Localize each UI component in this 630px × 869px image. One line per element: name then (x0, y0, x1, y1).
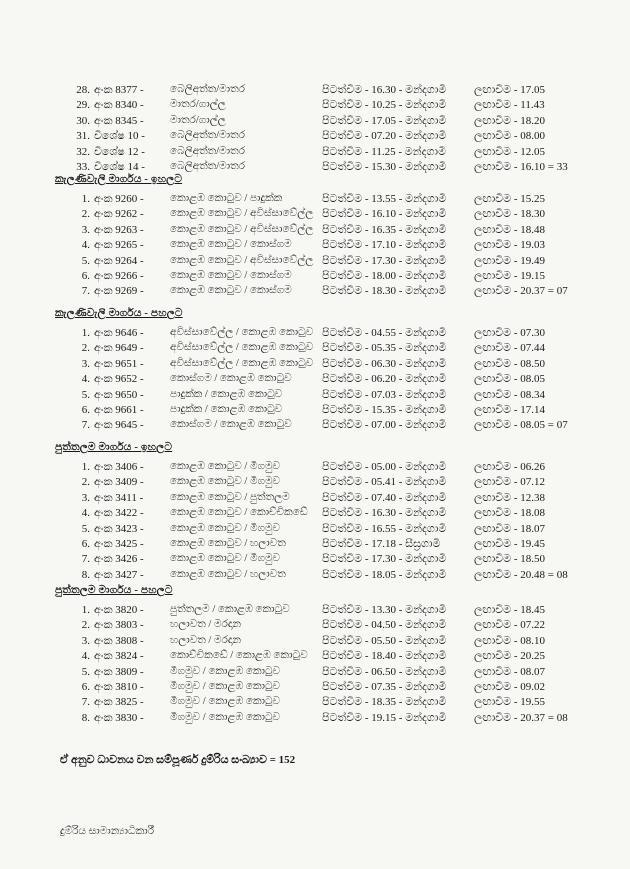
table-row (0, 538, 630, 553)
train-number: අංක 3825 - (94, 696, 144, 709)
train-number: අංක 9645 - (94, 419, 144, 432)
departure: පිටත්වීම - 18.30 - මන්දගාමී (322, 285, 447, 298)
total-trains: ඒ අනුව ධාවනය වන සම්පූර්ණ දුම්රිය සංඛ්‍යාව = 152 (60, 754, 296, 766)
route: බෙලිඅත්ත/මාතර (170, 145, 245, 157)
departure: පිටත්වීම - 04.55 - මන්දගාමී (322, 327, 447, 339)
route: අවිස්සාවේල්ල / කොළඹ කොටුව (170, 342, 314, 354)
route: කොළඹ කොටුව / හලාවත (170, 568, 286, 580)
arrival: ලඟාවීම - 18.50 (474, 553, 545, 566)
departure: පිටත්වීම - 05.35 - මන්දගාමී (322, 342, 447, 355)
route: අවිස්සාවේල්ල / කොළඹ කොටුව (170, 327, 314, 338)
train-number: අංක 9263 - (94, 223, 144, 236)
train-number: අංක 9260 - (94, 193, 144, 205)
table-row (0, 115, 630, 130)
arrival: ලඟාවීම - 17.05 (474, 84, 545, 96)
train-number: අංක 3425 - (94, 538, 144, 550)
section-title: කැලණිවැලි මාර්ගය - ඉහලට (55, 174, 183, 185)
row-number: 7. (81, 285, 90, 298)
table-row (0, 404, 630, 419)
departure: පිටත්වීම - 18.35 - මන්දගාමී (322, 696, 447, 709)
arrival: ලඟාවීම - 12.38 (474, 491, 545, 504)
route: කොළඹ කොටුව / අවිස්සාවේල්ල (170, 254, 314, 266)
row-number: 5. (81, 665, 90, 678)
train-number: අංක 3427 - (94, 568, 144, 581)
section-title: පුත්තලම මාර්ගය - පහලට (55, 585, 173, 596)
route: අවිස්සාවේල්ල / කොළඹ කොටුව (170, 357, 314, 369)
train-number: අංක 3411 - (94, 491, 144, 504)
train-number: අංක 3803 - (94, 619, 144, 632)
row-number: 30. (76, 114, 90, 127)
route: කොළඹ කොටුව / කොස්ගම (170, 270, 292, 281)
table-row (0, 99, 630, 114)
train-number: අංක 9661 - (94, 404, 144, 416)
row-number: 1. (81, 461, 90, 473)
arrival: ලඟාවීම - 08.07 (474, 665, 545, 678)
departure: පිටත්වීම - 05.00 - මන්දගාමී (322, 461, 447, 473)
departure: පිටත්වීම - 15.30 - මන්දගාමී (322, 161, 447, 173)
row-number: 2. (81, 619, 90, 632)
departure: පිටත්වීම - 16.55 - මන්දගාමී (322, 522, 447, 535)
table-row (0, 604, 630, 619)
departure: පිටත්වීම - 18.00 - මන්දගාමී (322, 270, 447, 282)
arrival: ලඟාවීම - 19.49 (474, 254, 545, 267)
table-row (0, 523, 630, 538)
departure: පිටත්වීම - 11.25 - මන්දගාමී (322, 145, 446, 158)
train-number: අංක 3809 - (94, 665, 144, 678)
section-title: පුත්තලම මාර්ගය - ඉහලට (55, 442, 173, 453)
table-row (0, 130, 630, 145)
route: බෙලිඅත්ත/මාතර (170, 130, 245, 142)
section-title: කැලණිවැලි මාර්ගය - පහලට (55, 308, 183, 319)
departure: පිටත්වීම - 17.30 - මන්දගාමී (322, 254, 447, 267)
departure: පිටත්වීම - 07.03 - මන්දගාමී (322, 388, 447, 401)
row-number: 2. (81, 342, 90, 355)
train-number: අංක 9266 - (94, 270, 144, 282)
row-number: 1. (81, 604, 90, 616)
departure: පිටත්වීම - 17.10 - මන්දගාමී (322, 239, 447, 252)
table-row (0, 342, 630, 357)
route: මීගමුව / කොළඹ කොටුව (170, 681, 281, 692)
route: පාදුක්ක / කොළඹ කොටුව (170, 404, 283, 415)
row-number: 32. (76, 145, 90, 158)
row-number: 8. (81, 568, 90, 581)
route: කොළඹ කොටුව / මීගමුව (170, 461, 281, 472)
row-number: 33. (76, 161, 90, 173)
departure: පිටත්වීම - 16.30 - මන්දගාමී (322, 84, 447, 96)
route: බෙලිඅත්ත/මාතර (170, 161, 245, 172)
departure: පිටත්වීම - 06.30 - මන්දගාමී (322, 357, 447, 370)
arrival: ලඟාවීම - 08.05 (474, 373, 545, 386)
row-number: 4. (81, 239, 90, 252)
route: කොච්චිකඩේ / කොළඹ කොටුව (170, 650, 308, 662)
row-number: 8. (81, 711, 90, 724)
table-row (0, 666, 630, 681)
train-number: අංක 9652 - (94, 373, 144, 386)
table-row (0, 84, 630, 99)
arrival: ලඟාවීම - 09.02 (474, 681, 545, 693)
table-row (0, 373, 630, 388)
arrival: ලඟාවීම - 19.03 (474, 239, 545, 252)
arrival: ලඟාවීම - 11.43 (474, 99, 545, 112)
arrival: ලඟාවීම - 12.05 (474, 145, 545, 158)
departure: පිටත්වීම - 16.30 - මන්දගාමී (322, 507, 447, 520)
departure: පිටත්වීම - 05.50 - මන්දගාමී (322, 634, 447, 647)
route: මාතර/ගාල්ල (170, 99, 226, 111)
table-row (0, 712, 630, 727)
row-number: 6. (81, 404, 90, 416)
arrival: ලඟාවීම - 20.37 = 08 (474, 711, 568, 724)
train-number: අංක 3810 - (94, 681, 144, 693)
train-number: අංක 3820 - (94, 604, 144, 616)
row-number: 6. (81, 270, 90, 282)
train-number: අංක 9650 - (94, 388, 144, 401)
departure: පිටත්වීම - 15.35 - මන්දගාමී (322, 404, 447, 416)
departure: පිටත්වීම - 04.50 - මන්දගාමී (322, 619, 447, 632)
train-number: අංක 9646 - (94, 327, 144, 339)
route: හලාවත / මරදාන (170, 619, 242, 631)
departure: පිටත්වීම - 07.40 - මන්දගාමී (322, 491, 447, 504)
row-number: 1. (81, 327, 90, 339)
route: බෙලිඅත්ත/මාතර (170, 84, 245, 95)
departure: පිටත්වීම - 05.41 - මන්දගාමී (322, 476, 447, 489)
row-number: 7. (81, 419, 90, 432)
arrival: ලඟාවීම - 18.45 (474, 604, 545, 616)
route: කොළඹ කොටුව / හලාවත (170, 538, 286, 549)
row-number: 5. (81, 522, 90, 535)
table-row (0, 650, 630, 665)
arrival: ලඟාවීම - 18.48 (474, 223, 545, 236)
route: කොළඹ කොටුව / කොස්ගම (170, 285, 292, 297)
route: මාතර/ගාල්ල (170, 114, 226, 126)
table-row (0, 419, 630, 434)
arrival: ලඟාවීම - 18.30 (474, 208, 545, 221)
route: කොස්ගම / කොළඹ කොටුව (170, 373, 292, 385)
table-row (0, 492, 630, 507)
table-row (0, 389, 630, 404)
train-number: අංක 3808 - (94, 634, 144, 647)
arrival: ලඟාවීම - 08.00 (474, 130, 545, 143)
train-number: විශේෂ 12 - (94, 145, 145, 158)
arrival: ලඟාවීම - 07.44 (474, 342, 545, 355)
route: කොළඹ කොටුව / අවිස්සාවේල්ල (170, 223, 314, 235)
arrival: ලඟාවීම - 08.34 (474, 388, 545, 401)
route: කොළඹ කොටුව / කොස්ගම (170, 239, 292, 251)
route: කොළඹ කොටුව / පාදුක්ක (170, 193, 283, 204)
row-number: 4. (81, 650, 90, 663)
route: හලාවත / මරදාන (170, 634, 242, 646)
train-number: අංක 3409 - (94, 476, 144, 489)
train-number: අංක 8345 - (94, 114, 144, 127)
route: මීගමුව / කොළඹ කොටුව (170, 665, 281, 677)
arrival: ලඟාවීම - 16.10 = 33 (474, 161, 568, 173)
train-number: අංක 9649 - (94, 342, 144, 355)
arrival: ලඟාවීම - 07.12 (474, 476, 545, 489)
table-row (0, 224, 630, 239)
row-number: 5. (81, 254, 90, 267)
table-row (0, 476, 630, 491)
train-number: අංක 3423 - (94, 522, 144, 535)
route: කොළඹ කොටුව / අවිස්සාවේල්ල (170, 208, 314, 220)
table-row (0, 327, 630, 342)
route: කොළඹ කොටුව / මීගමුව (170, 553, 281, 565)
row-number: 6. (81, 538, 90, 550)
departure: පිටත්වීම - 18.05 - මන්දගාමී (322, 568, 447, 581)
departure: පිටත්වීම - 16.10 - මන්දගාමී (322, 208, 447, 221)
departure: පිටත්වීම - 17.05 - මන්දගාමී (322, 114, 447, 127)
train-number: විශේෂ 10 - (94, 130, 145, 143)
row-number: 6. (81, 681, 90, 693)
route: පාදුක්ක / කොළඹ කොටුව (170, 388, 283, 400)
arrival: ලඟාවීම - 19.15 (474, 270, 545, 282)
row-number: 3. (81, 634, 90, 647)
arrival: ලඟාවීම - 20.48 = 08 (474, 568, 568, 581)
arrival: ලඟාවීම - 08.10 (474, 634, 545, 647)
row-number: 2. (81, 476, 90, 489)
arrival: ලඟාවීම - 08.05 = 07 (474, 419, 568, 432)
departure: පිටත්වීම - 07.00 - මන්දගාමී (322, 419, 447, 432)
table-row (0, 635, 630, 650)
row-number: 5. (81, 388, 90, 401)
table-row (0, 255, 630, 270)
train-number: අංක 9651 - (94, 357, 144, 370)
row-number: 7. (81, 553, 90, 566)
signatory: දුම්රිය සාමාන්‍යාධිකාරී (60, 826, 155, 837)
arrival: ලඟාවීම - 18.08 (474, 507, 545, 520)
departure: පිටත්වීම - 17.18 - සීඝ්‍රගාමී (322, 538, 441, 550)
arrival: ලඟාවීම - 07.22 (474, 619, 545, 632)
table-row (0, 146, 630, 161)
route: කොස්ගම / කොළඹ කොටුව (170, 419, 292, 431)
route: කොළඹ කොටුව / මීගමුව (170, 476, 281, 488)
table-row (0, 681, 630, 696)
arrival: ලඟාවීම - 06.26 (474, 461, 545, 473)
departure: පිටත්වීම - 16.35 - මන්දගාමී (322, 223, 447, 236)
row-number: 31. (76, 130, 90, 143)
arrival: ලඟාවීම - 07.30 (474, 327, 545, 339)
table-row (0, 270, 630, 285)
table-row (0, 239, 630, 254)
table-row (0, 461, 630, 476)
arrival: ලඟාවීම - 20.37 = 07 (474, 285, 568, 298)
arrival: ලඟාවීම - 17.14 (474, 404, 545, 416)
train-number: අංක 9265 - (94, 239, 144, 252)
table-row (0, 619, 630, 634)
arrival: ලඟාවීම - 18.07 (474, 522, 545, 535)
train-number: අංක 8340 - (94, 99, 144, 112)
train-number: අංක 3406 - (94, 461, 144, 473)
row-number: 4. (81, 507, 90, 520)
train-number: අංක 9262 - (94, 208, 144, 221)
table-row (0, 358, 630, 373)
departure: පිටත්වීම - 13.30 - මන්දගාමී (322, 604, 447, 616)
row-number: 28. (76, 84, 90, 96)
arrival: ලඟාවීම - 15.25 (474, 193, 545, 205)
table-row (0, 696, 630, 711)
arrival: ලඟාවීම - 20.25 (474, 650, 545, 663)
arrival: ලඟාවීම - 18.20 (474, 114, 545, 127)
route: කොළඹ කොටුව / මීගමුව (170, 522, 281, 534)
table-row (0, 507, 630, 522)
row-number: 3. (81, 491, 90, 504)
departure: පිටත්වීම - 13.55 - මන්දගාමී (322, 193, 447, 205)
departure: පිටත්වීම - 06.50 - මන්දගාමී (322, 665, 447, 678)
row-number: 2. (81, 208, 90, 221)
row-number: 4. (81, 373, 90, 386)
train-number: අංක 3824 - (94, 650, 144, 663)
departure: පිටත්වීම - 07.20 - මන්දගාමී (322, 130, 447, 143)
arrival: ලඟාවීම - 19.55 (474, 696, 545, 709)
row-number: 29. (76, 99, 90, 112)
table-row (0, 553, 630, 568)
arrival: ලඟාවීම - 19.45 (474, 538, 545, 550)
departure: පිටත්වීම - 17.30 - මන්දගාමී (322, 553, 447, 566)
route: පුත්තලම / කොළඹ කොටුව (170, 604, 290, 615)
route: මීගමුව / කොළඹ කොටුව (170, 711, 281, 723)
route: මීගමුව / කොළඹ කොටුව (170, 696, 281, 708)
table-row (0, 569, 630, 584)
route: කොළඹ කොටුව / කොච්චිකඩේ (170, 507, 308, 519)
train-number: අංක 3422 - (94, 507, 144, 520)
train-number: අංක 9264 - (94, 254, 144, 267)
route: කොළඹ කොටුව / පුත්තලම (170, 491, 290, 503)
arrival: ලඟාවීම - 08.50 (474, 357, 545, 370)
departure: පිටත්වීම - 19.15 - මන්දගාමී (322, 711, 447, 724)
departure: පිටත්වීම - 06.20 - මන්දගාමී (322, 373, 447, 386)
departure: පිටත්වීම - 18.40 - මන්දගාමී (322, 650, 447, 663)
row-number: 3. (81, 357, 90, 370)
train-number: අංක 9269 - (94, 285, 144, 298)
table-row (0, 193, 630, 208)
row-number: 3. (81, 223, 90, 236)
departure: පිටත්වීම - 10.25 - මන්දගාමී (322, 99, 447, 112)
train-number: විශේෂ 14 - (94, 161, 145, 173)
row-number: 1. (81, 193, 90, 205)
table-row (0, 285, 630, 300)
train-number: අංක 3426 - (94, 553, 144, 566)
row-number: 7. (81, 696, 90, 709)
train-number: අංක 3830 - (94, 711, 144, 724)
table-row (0, 208, 630, 223)
departure: පිටත්වීම - 07.35 - මන්දගාමී (322, 681, 447, 693)
train-number: අංක 8377 - (94, 84, 144, 96)
